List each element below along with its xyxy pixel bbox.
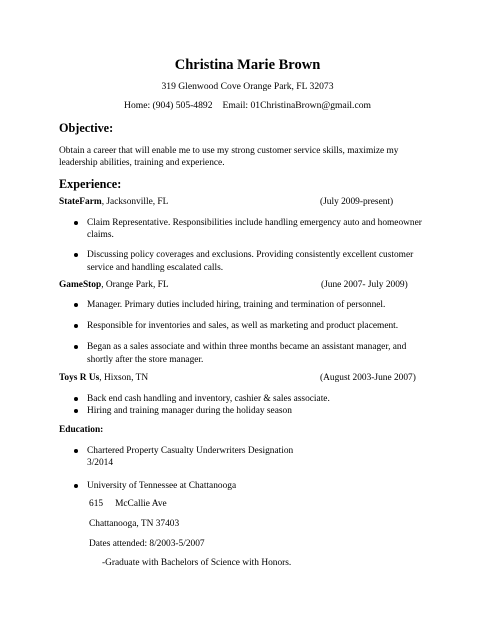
phone: Home: (904) 505-4892 (124, 100, 213, 111)
job-company-line (59, 197, 168, 207)
job-bullets (87, 299, 427, 366)
list-item: University of Tennessee at Chattanooga (87, 480, 317, 492)
job-company-line (59, 373, 148, 383)
job-bullets (87, 217, 427, 274)
objective-text: Obtain a career that will enable me to use my strong customer service skills, maximize my leadership abilities, training and experience. (59, 146, 399, 169)
company-location: , Hixson, TN (99, 373, 149, 383)
bullet-icon (74, 253, 78, 257)
company-name: StateFarm (59, 197, 102, 207)
experience-heading: Experience: (59, 177, 122, 191)
job-dates: (August 2003-June 2007) (320, 373, 416, 383)
job-bullets (87, 393, 427, 417)
company-name: Toys R Us (59, 373, 100, 383)
address: 319 Glenwood Cove Orange Park, FL 32073 (161, 81, 334, 92)
bullet-icon (74, 221, 78, 225)
bullet-icon (74, 449, 78, 453)
resume-name: Christina Marie Brown (174, 57, 321, 73)
school-city: Chattanooga, TN 37403 (89, 519, 180, 529)
bullet-icon (74, 303, 78, 307)
bullet-icon (74, 484, 78, 488)
contact-line (0, 100, 495, 111)
list-item: Claim Representative. Responsibilities include handling emergency auto and homeowner claims. (87, 217, 427, 241)
bullet-icon (74, 397, 78, 401)
education-heading: Education: (59, 425, 104, 435)
list-item: Responsible for inventories and sales, as well as marketing and product placement. (87, 320, 427, 332)
school-street: 615 McCallie Ave (89, 499, 167, 509)
job-company-line (59, 280, 169, 290)
bullet-icon (74, 345, 78, 349)
school-dates: Dates attended: 8/2003-5/2007 (89, 539, 205, 549)
school-honors: -Graduate with Bachelors of Science with Honors. (102, 558, 292, 568)
list-item: Hiring and training manager during the holiday season (87, 405, 427, 417)
job-dates: (June 2007- July 2009) (321, 280, 408, 290)
list-item: Manager. Primary duties included hiring, training and termination of personnel. (87, 299, 427, 311)
job-dates: (July 2009-present) (320, 197, 394, 207)
list-item: Chartered Property Casualty Underwriters Designation 3/2014 (87, 445, 317, 469)
objective-heading: Objective: (59, 121, 114, 135)
education-list (87, 445, 317, 493)
email: Email: 01ChristinaBrown@gmail.com (222, 100, 371, 111)
list-item: Began as a sales associate and within three months became an assistant manager, and shortly after the store manager. (87, 341, 427, 365)
list-item: Discussing policy coverages and exclusions. Providing consistently excellent customer service and handling escalated calls. (87, 249, 427, 273)
company-name: GameStop (59, 280, 102, 290)
bullet-icon (74, 324, 78, 328)
list-item: Back end cash handling and inventory, cashier & sales associate. (87, 393, 427, 405)
company-location: , Orange Park, FL (101, 280, 169, 290)
bullet-icon (74, 409, 78, 413)
company-location: , Jacksonville, FL (101, 197, 169, 207)
